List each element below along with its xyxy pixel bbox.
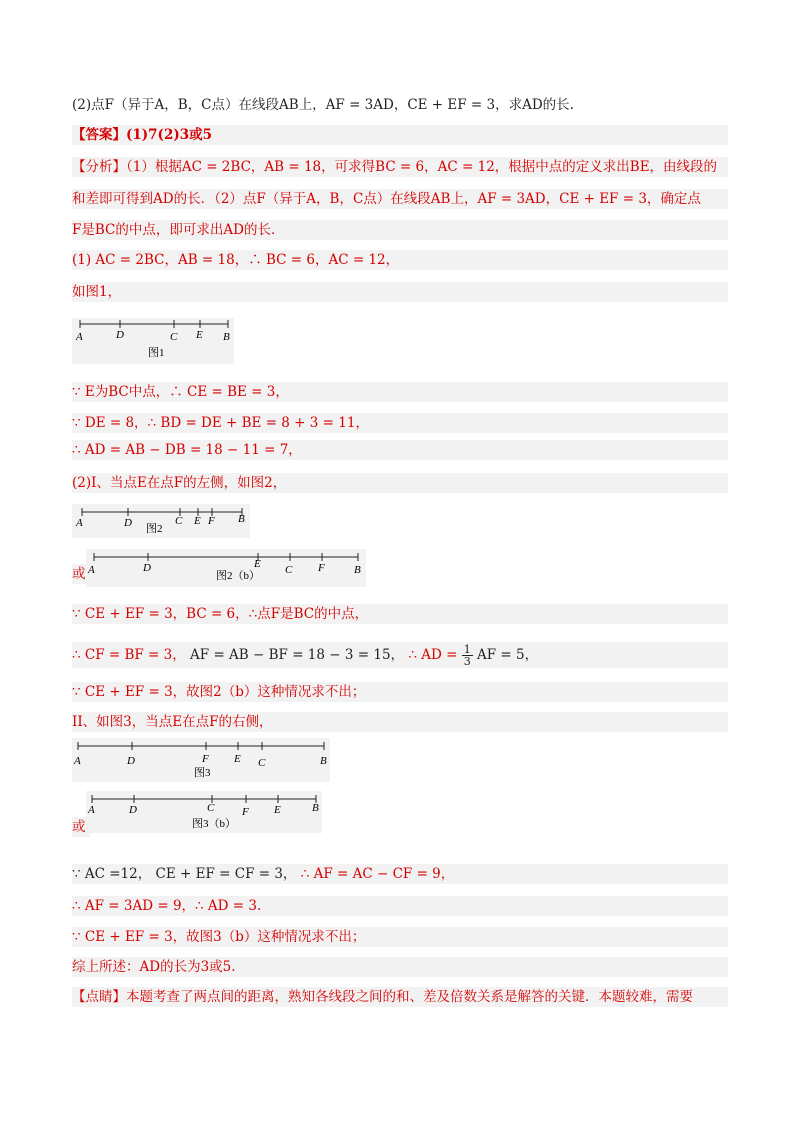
fig2b-label-e: E [254, 558, 261, 570]
solution-line-8 [72, 864, 728, 884]
case-1-line: (2)I、当点E在点F的左侧，如图2， [72, 473, 728, 493]
fig3-label-b: B [320, 755, 327, 767]
fig2-caption: 图2 [146, 523, 163, 535]
af-text: AF = AB − BF = 18 − 3 = 15， [190, 647, 405, 663]
fig3-label-c: C [258, 757, 266, 769]
figure-3 [72, 738, 330, 782]
solution-line-2: ∵ E为BC中点，∴ CE = BE = 3， [72, 382, 728, 402]
fig2b-caption: 图2（b） [216, 570, 260, 582]
fig3-label-f: F [202, 753, 209, 765]
solution-line-4: ∴ AD = AB − DB = 18 − 11 = 7， [72, 440, 728, 460]
solution-line-7: ∵ CE + EF = 3，故图2（b）这种情况求不出； [72, 682, 728, 702]
fig2-label-a: A [76, 517, 83, 529]
fig2b-label-b: B [354, 564, 361, 576]
fraction-one-third: $\frac{1}{3}$ [463, 643, 471, 668]
cf-bf-text: ∴ CF = BF = 3， [72, 647, 186, 663]
fig2-label-f: F [208, 515, 215, 527]
fig1-label-e: E [196, 329, 203, 341]
fig2b-label-f: F [318, 562, 325, 574]
fig2b-label-a: A [88, 564, 95, 576]
fig2b-label-c: C [285, 564, 293, 576]
solution-line-9: ∴ AF = 3AD = 9，∴ AD = 3. [72, 896, 728, 916]
fig1-label-d: D [116, 329, 124, 341]
solution-line-10: ∵ CE + EF = 3，故图3（b）这种情况求不出； [72, 927, 728, 947]
analysis-line-3: F是BC的中点，即可求出AD的长． [72, 220, 728, 240]
af-ac-cf-text: ∴ AF = AC − CF = 9， [300, 866, 455, 882]
summary-line: 综上所述：AD的长为3或5. [72, 957, 728, 977]
fig3-label-d: D [127, 755, 135, 767]
figure-3b [86, 791, 322, 833]
figure-1-intro: 如图1， [72, 282, 728, 302]
fig1-caption: 图1 [148, 347, 165, 359]
solution-line-1: (1) AC = 2BC，AB = 18，∴ BC = 6，AC = 12， [72, 250, 728, 270]
figure-2 [72, 504, 250, 538]
or-label-2: 或 [72, 817, 90, 837]
ad-text-post: AF = 5， [477, 647, 539, 663]
fig2-label-c: C [175, 515, 183, 527]
fig3-caption: 图3 [194, 767, 211, 779]
analysis-line-1: 【分析】（1）根据AC = 2BC，AB = 18，可求得BC = 6，AC = 12，根据中点的定义求出BE，由线段的 [72, 157, 728, 177]
fig3b-label-b: B [312, 802, 319, 814]
ad-text-pre: ∴ AD = [408, 647, 458, 663]
analysis-line-2: 和差即可得到AD的长．（2）点F（异于A，B，C点）在线段AB上，AF = 3AD，CE + EF = 3，确定点 [72, 189, 728, 209]
fig3b-label-f: F [242, 806, 249, 818]
fig3b-label-c: C [207, 802, 215, 814]
fig1-label-c: C [170, 331, 178, 343]
fig3-label-e: E [234, 753, 241, 765]
fig2b-label-d: D [143, 562, 151, 574]
ce-ef-cf-text: CE + EF = CF = 3， [155, 866, 297, 882]
solution-line-5: ∵ CE + EF = 3，BC = 6，∴点F是BC的中点， [72, 604, 728, 624]
fig2-label-e: E [194, 515, 201, 527]
solution-line-6 [72, 642, 728, 668]
or-label-1: 或 [72, 564, 90, 584]
fig3b-label-d: D [129, 804, 137, 816]
fig3b-label-a: A [88, 804, 95, 816]
fig1-label-a: A [76, 331, 83, 343]
fig1-label-b: B [223, 331, 230, 343]
fig2-label-d: D [124, 517, 132, 529]
comment-line: 【点睛】本题考查了两点间的距离，熟知各线段之间的和、差及倍数关系是解答的关键．本题较难，需要 [72, 987, 728, 1007]
figure-2b [86, 549, 366, 587]
solution-line-3: ∵ DE = 8，∴ BD = DE + BE = 8 + 3 = 11， [72, 413, 728, 433]
figure-1 [72, 318, 234, 364]
fig3b-label-e: E [274, 804, 281, 816]
fig2-label-b: B [238, 513, 245, 525]
fig3b-caption: 图3（b） [192, 818, 236, 830]
ac-text: ∵ AC =12， [72, 866, 152, 882]
question-2: (2)点F（异于A，B，C点）在线段AB上，AF = 3AD，CE + EF = 3，求AD的长. [72, 97, 574, 113]
answer-line: 【答案】(1)7(2)3或5 [72, 125, 728, 145]
case-2-line: II、如图3，当点E在点F的右侧， [72, 712, 728, 732]
fig3-label-a: A [74, 755, 81, 767]
